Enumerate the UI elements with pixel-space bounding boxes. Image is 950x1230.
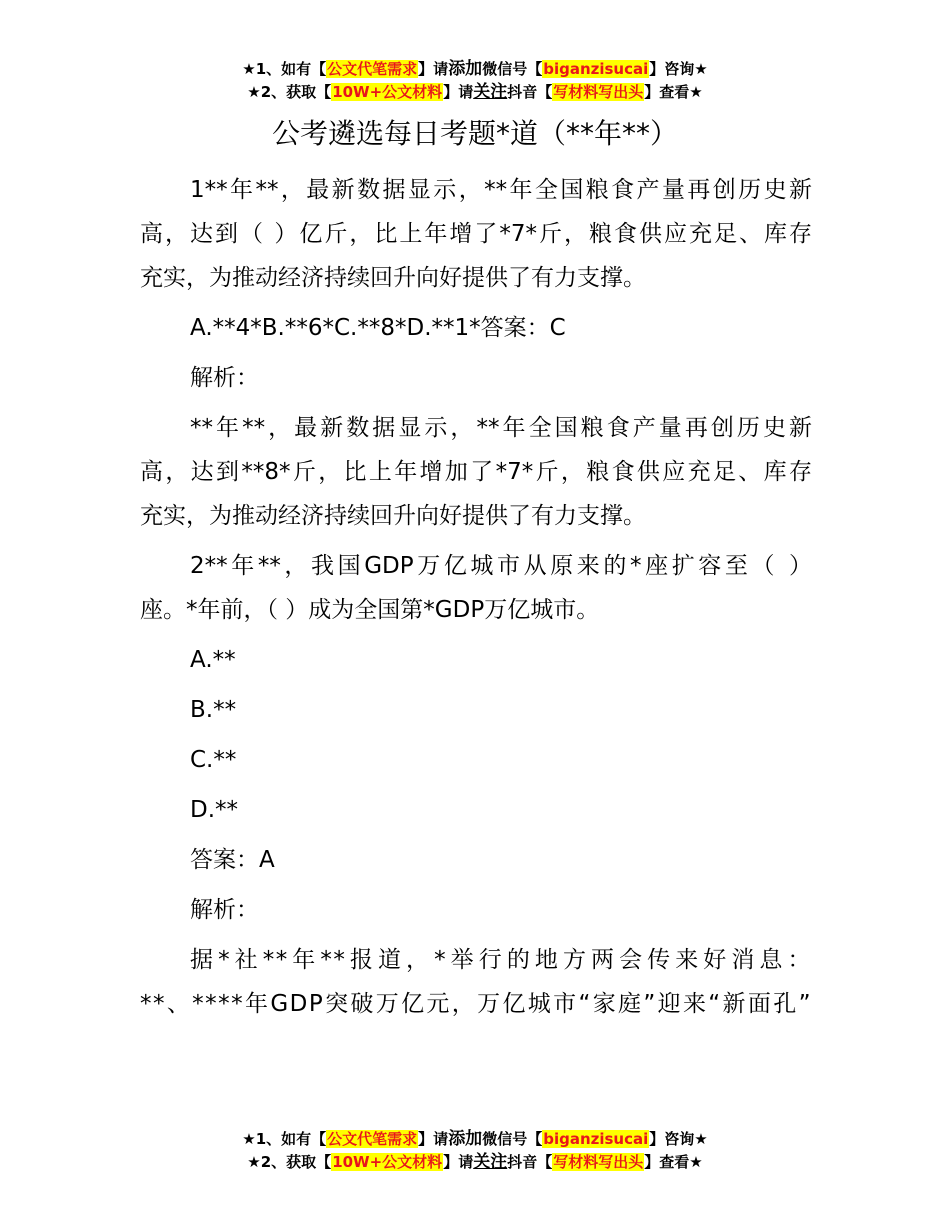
question-2-analysis-line-1: 据*社**年**报道，*举行的地方两会传来好消息：	[190, 947, 812, 973]
question-1-analysis-label: 解析：	[190, 365, 259, 391]
banner-text: 抖音【	[507, 83, 553, 101]
question-2-option-d: D.**	[190, 797, 239, 823]
banner-line-1	[0, 58, 950, 81]
banner-text: 微信号【	[482, 60, 543, 78]
banner-text: ★1、如有【	[242, 1130, 327, 1148]
question-1-line-1: 1**年**，最新数据显示，**年全国粮食产量再创历史新	[190, 177, 812, 203]
header-banner	[0, 58, 950, 104]
question-1-line-3: 充实，为推动经济持续回升向好提供了有力支撑。	[140, 265, 646, 291]
banner-text-emphasis: 添加	[448, 59, 483, 79]
highlight-service: 公文代笔需求	[327, 60, 418, 78]
highlight-service: 公文代笔需求	[327, 1130, 418, 1148]
banner-line-1	[0, 1128, 950, 1151]
banner-text: 】请	[418, 1130, 449, 1148]
highlight-wechat-id: biganzisucai	[543, 60, 649, 78]
footer-banner	[0, 1128, 950, 1174]
highlight-materials: 10W+公文材料	[332, 83, 443, 101]
banner-text: 】查看★	[644, 83, 703, 101]
page-title: 公考遴选每日考题*道（**年**）	[271, 117, 678, 150]
question-2	[140, 544, 812, 632]
question-2-option-b: B.**	[190, 697, 237, 723]
banner-text: 】请	[443, 83, 474, 101]
question-1-line-2: 高，达到（ ）亿斤，比上年增了*7*斤，粮食供应充足、库存	[140, 221, 812, 247]
banner-text: 】请	[418, 60, 449, 78]
question-1-options-answer: A.**4*B.**6*C.**8*D.**1*答案：C	[190, 315, 566, 341]
banner-text: 】查看★	[644, 1153, 703, 1171]
banner-text-emphasis: 添加	[448, 1129, 483, 1149]
banner-text-follow: 关注	[473, 1152, 508, 1172]
banner-text-follow: 关注	[473, 82, 508, 102]
banner-text: 】请	[443, 1153, 474, 1171]
question-1-analysis	[140, 406, 812, 538]
banner-text: ★1、如有【	[242, 60, 327, 78]
banner-text: 】咨询★	[649, 60, 708, 78]
banner-text: 】咨询★	[649, 1130, 708, 1148]
question-2-analysis	[140, 938, 812, 1026]
question-2-line-1: 2**年**，我国GDP万亿城市从原来的*座扩容至（ ）	[190, 553, 812, 579]
question-2-option-a: A.**	[190, 647, 236, 673]
banner-text: ★2、获取【	[247, 1153, 332, 1171]
document-body	[140, 168, 812, 1032]
banner-text: 微信号【	[482, 1130, 543, 1148]
highlight-materials: 10W+公文材料	[332, 1153, 443, 1171]
highlight-wechat-id: biganzisucai	[543, 1130, 649, 1148]
banner-text: 抖音【	[507, 1153, 553, 1171]
highlight-douyin-id: 写材料写出头	[553, 83, 644, 101]
highlight-douyin-id: 写材料写出头	[553, 1153, 644, 1171]
question-2-analysis-line-2: **、****年GDP突破万亿元，万亿城市“家庭”迎来“新面孔”	[140, 991, 812, 1017]
question-1-analysis-line-2: 高，达到**8*斤，比上年增加了*7*斤，粮食供应充足、库存	[140, 459, 812, 485]
question-2-answer: 答案：A	[190, 847, 275, 873]
banner-line-2	[0, 1151, 950, 1174]
banner-line-2	[0, 81, 950, 104]
question-1-analysis-line-3: 充实，为推动经济持续回升向好提供了有力支撑。	[140, 503, 646, 529]
question-2-option-c: C.**	[190, 747, 237, 773]
question-2-line-2: 座。*年前，（ ）成为全国第*GDP万亿城市。	[140, 597, 600, 623]
banner-text: ★2、获取【	[247, 83, 332, 101]
question-1	[140, 168, 812, 300]
question-2-analysis-label: 解析：	[190, 897, 259, 923]
question-1-analysis-line-1: **年**，最新数据显示，**年全国粮食产量再创历史新	[190, 415, 812, 441]
